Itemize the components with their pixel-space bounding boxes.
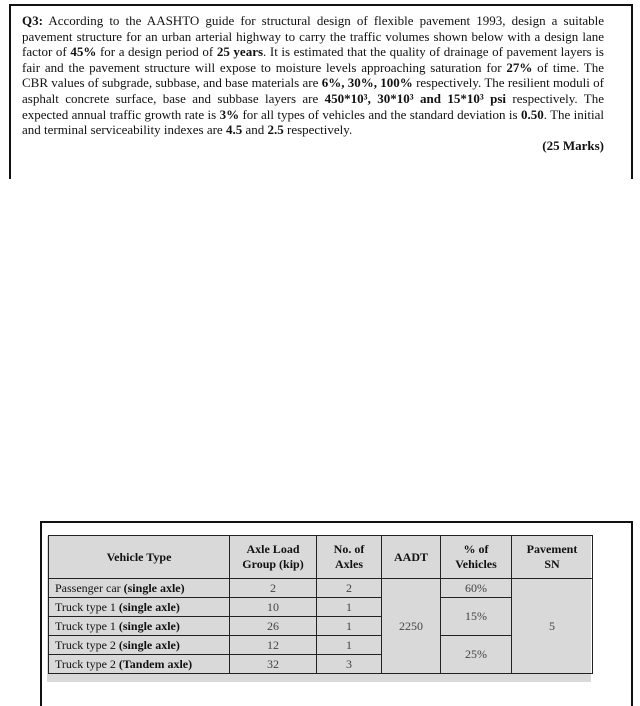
axle-count-cell: 1 [317,598,382,617]
marks: (25 Marks) [542,137,604,153]
header-no-of-line1: No. of [333,542,365,556]
axle-load-cell: 2 [230,579,317,598]
axle-count-cell: 3 [317,655,382,674]
question-text-9: and [242,122,268,138]
resilient-moduli: 450*10³, 30*10³ and 15*10³ psi [324,90,507,106]
axle-count-cell: 2 [317,579,382,598]
axle-count-cell: 1 [317,636,382,655]
question-label: Q3: [22,13,43,28]
vehicle-type-cell [49,617,230,636]
vehicle-type-cell [49,636,230,655]
header-axle-load-line1: Axle Load [246,542,300,556]
table-row [49,579,593,598]
axle-kind: (single axle) [118,599,180,614]
axle-kind: (single axle) [123,580,185,595]
table-row [49,636,593,655]
header-axle-load [230,536,317,579]
header-sn-line2: SN [544,557,560,571]
header-pavement-sn [512,536,593,579]
question-text-4: of time. The CBR values of subgrade, subbase, and base materials are [22,59,604,91]
vehicle-name: Truck type 1 [55,618,116,633]
question-text-6: respectively. The expected annual traffic growth rate is [22,90,604,122]
header-no-of-line2: Axles [335,557,363,571]
sn-cell: 5 [512,579,593,674]
vehicle-type-cell [49,579,230,598]
initial-serviceability: 4.5 [225,122,243,138]
question-text-3: . It is estimated that the quality of drainage of pavement layers is fair and the pavement structure will expose to moisture levels approaching saturation for [22,44,604,75]
saturation-pct: 27% [506,59,533,75]
vehicle-name: Truck type 2 [55,637,116,652]
vehicle-table [48,535,593,674]
growth-rate: 3% [219,106,240,122]
axle-kind: (Tandem axle) [118,656,193,671]
header-axle-load-line2: Group (kip) [242,557,304,571]
axle-kind: (single axle) [118,637,180,652]
axle-kind: (single axle) [118,618,180,633]
header-no-of-axles [317,536,382,579]
question-paragraph [22,13,604,153]
axle-count-cell: 1 [317,617,382,636]
vehicle-type-cell [49,655,230,674]
standard-deviation: 0.50 [520,106,544,122]
table-row [49,598,593,617]
question-text-5: respectively. The resilient moduli of asphalt concrete surface, base and subbase layers are [22,75,604,106]
header-pct-line1: % of [463,542,489,556]
axle-load-cell: 10 [230,598,317,617]
header-pct-vehicles [441,536,512,579]
pct-truck2-cell: 25% [441,636,512,674]
axle-load-cell: 32 [230,655,317,674]
header-aadt: AADT [382,536,441,579]
vehicle-name: Passenger car [55,580,121,595]
axle-load-cell: 26 [230,617,317,636]
pct-passenger-cell: 60% [441,579,512,598]
terminal-serviceability: 2.5 [267,122,284,138]
vehicle-type-cell [49,598,230,617]
question-text-7: for all types of vehicles and the standard deviation is [239,106,521,122]
question-text-2: for a design period of [96,44,217,60]
question-text-1: According to the AASHTO guide for structural design of flexible pavement 1993, design a suitable pavement structure for an urban arterial highway to carry the traffic volumes shown below with a design lane factor of [22,13,604,60]
question-text-8: . The initial and terminal serviceability indexes are [22,106,604,138]
cbr-values: 6%, 30%, 100% [321,75,413,91]
table-header-row [49,536,593,579]
marks-line [22,138,604,154]
header-vehicle-type: Vehicle Type [49,536,230,579]
design-period: 25 years [216,44,264,60]
axle-load-cell: 12 [230,636,317,655]
lane-factor: 45% [70,44,97,60]
header-pct-line2: Vehicles [455,557,497,571]
vehicle-name: Truck type 2 [55,656,116,671]
question-text-10: respectively. [283,122,353,138]
aadt-cell: 2250 [382,579,441,674]
vehicle-name: Truck type 1 [55,599,116,614]
pct-truck1-cell: 15% [441,598,512,636]
header-sn-line1: Pavement [526,542,578,556]
